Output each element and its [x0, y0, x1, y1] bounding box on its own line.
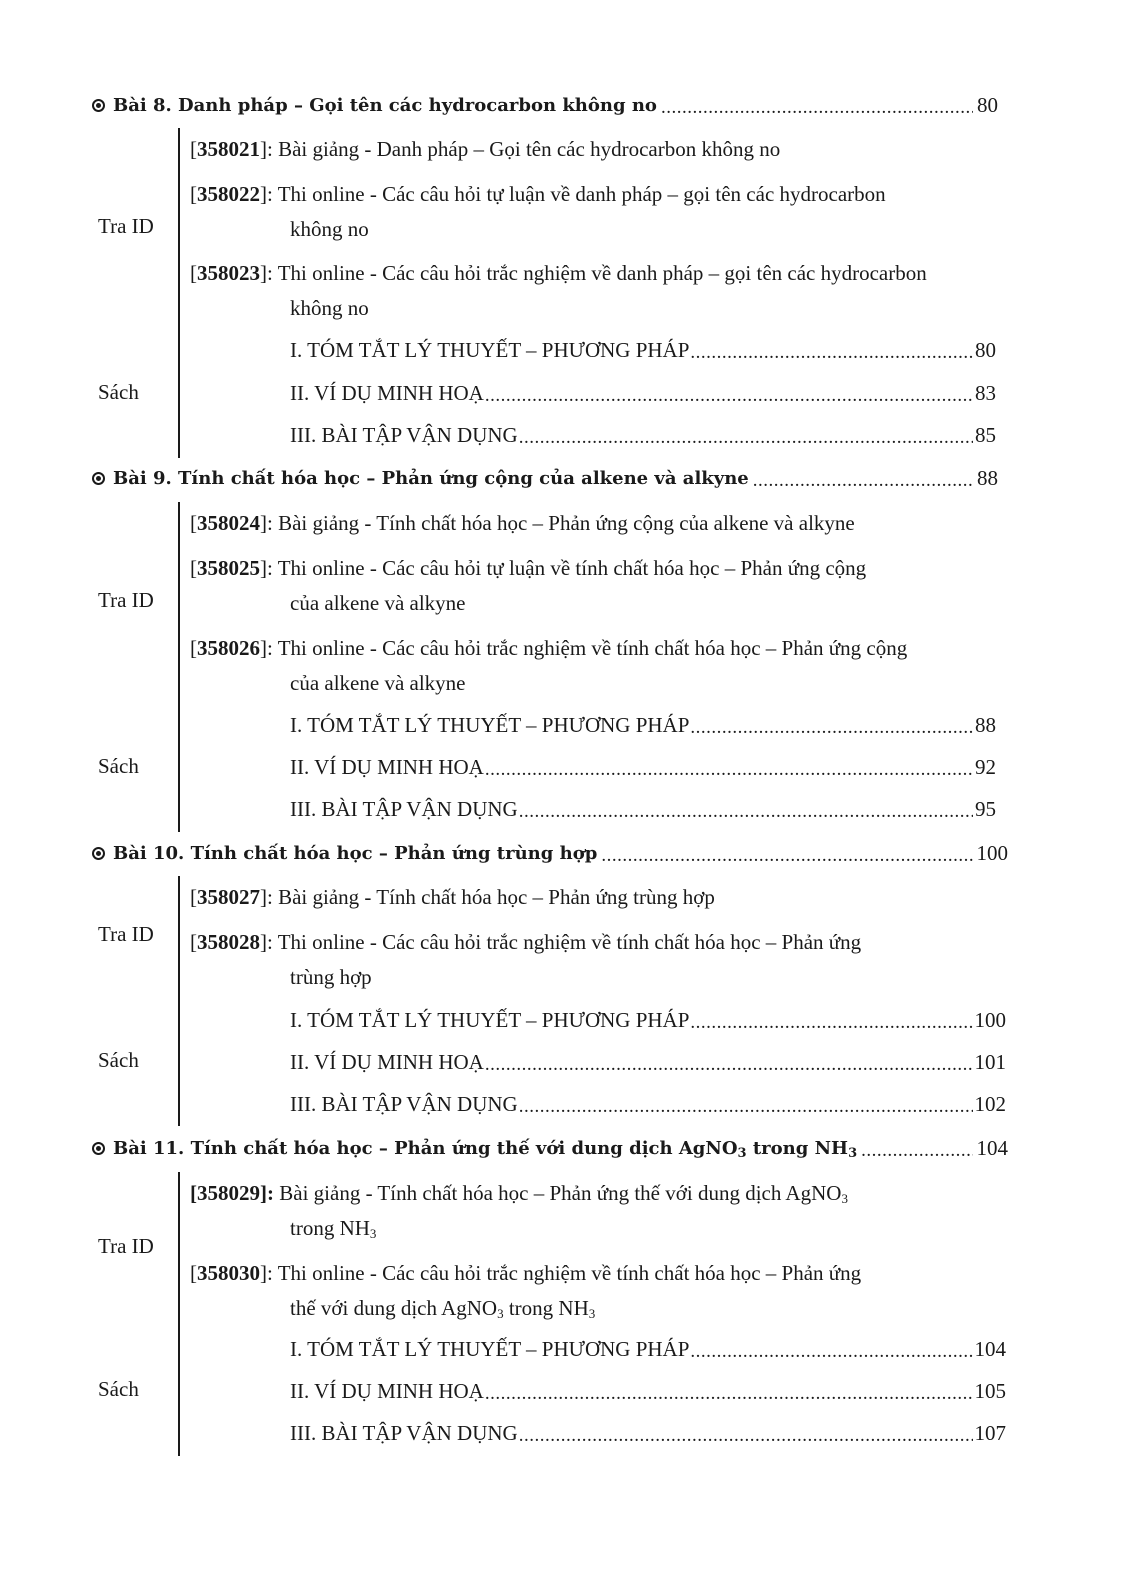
id-number: 358023 [197, 261, 260, 285]
toc-label: II. VÍ DỤ MINH HOẠ [290, 380, 484, 405]
toc-page-number: 101 [974, 1049, 1006, 1074]
circled-dot-icon [92, 847, 105, 860]
lesson-heading [92, 1133, 1008, 1163]
toc-label: II. VÍ DỤ MINH HOẠ [290, 1378, 484, 1403]
toc-page-number: 80 [975, 337, 996, 362]
id-description: : Thi online - Các câu hỏi tự luận về danh pháp – gọi tên các hydrocarbon [267, 182, 886, 206]
tra-id-label: Tra ID [98, 214, 154, 238]
group-divider-line [178, 128, 180, 458]
id-description: : Bài giảng - Tính chất hóa học – Phản ứng trùng hợp [267, 885, 715, 909]
id-entry: [358025]: Thi online - Các câu hỏi tự luận về tính chất hóa học – Phản ứng cộng của alkene và alkyne [190, 551, 990, 621]
id-description: : Thi online - Các câu hỏi trắc nghiệm về danh pháp – gọi tên các hydrocarbon [267, 261, 927, 285]
toc-label: I. TÓM TẮT LÝ THUYẾT – PHƯƠNG PHÁP [290, 1007, 690, 1032]
toc-page-number: 100 [974, 1007, 1006, 1032]
id-entry: [358023]: Thi online - Các câu hỏi trắc nghiệm về danh pháp – gọi tên các hydrocarbon không no [190, 256, 990, 326]
toc-label: II. VÍ DỤ MINH HOẠ [290, 754, 484, 779]
toc-label: II. VÍ DỤ MINH HOẠ [290, 1049, 484, 1074]
id-number: 358024 [197, 511, 260, 535]
id-description: : Thi online - Các câu hỏi trắc nghiệm về tính chất hóa học – Phản ứng cộng [267, 636, 908, 660]
toc-row [290, 752, 996, 782]
id-entry: [358028]: Thi online - Các câu hỏi trắc nghiệm về tính chất hóa học – Phản ứng trùng hợp [190, 925, 990, 995]
id-entry: [358022]: Thi online - Các câu hỏi tự luận về danh pháp – gọi tên các hydrocarbon không no [190, 177, 990, 247]
id-entry: [358024]: Bài giảng - Tính chất hóa học – Phản ứng cộng của alkene và alkyne [190, 511, 855, 535]
lesson-page-number: 100 [976, 840, 1008, 865]
id-description: : Bài giảng - Tính chất hóa học – Phản ứng cộng của alkene và alkyne [267, 511, 855, 535]
lesson-page-number: 104 [976, 1135, 1008, 1160]
circled-dot-icon [92, 99, 105, 112]
id-entry: [358029]: Bài giảng - Tính chất hóa học – Phản ứng thế với dung dịch AgNO$_3$ trong $NH_3$ [190, 1176, 990, 1246]
lesson-page-number: 88 [977, 465, 998, 490]
id-entry: [358030]: Thi online - Các câu hỏi trắc nghiệm về tính chất hóa học – Phản ứng thế với dung dịch AgNO$_3$ trong $NH_3$ [190, 1256, 990, 1326]
toc-row [290, 420, 996, 450]
toc-page-number: 107 [974, 1420, 1006, 1445]
lesson-title: Bài 11. Tính chất hóa học – Phản ứng thế với dung dịch AgNO$_3$ trong $NH_3$ [113, 1137, 858, 1161]
id-number: 358026 [197, 636, 260, 660]
id-entry: [358021]: Bài giảng - Danh pháp – Gọi tên các hydrocarbon không no [190, 137, 781, 161]
toc-label: III. BÀI TẬP VẬN DỤNG [290, 422, 518, 447]
sach-label: Sách [98, 754, 139, 778]
group-divider-line [178, 502, 180, 832]
id-description-cont: thế với dung dịch AgNO$_3$ trong $NH_3$ [290, 1296, 596, 1321]
toc-label: III. BÀI TẬP VẬN DỤNG [290, 1091, 518, 1116]
lesson-heading [92, 90, 998, 120]
tra-id-label: Tra ID [98, 588, 154, 612]
toc-page-number: 95 [975, 796, 996, 821]
id-description: Bài giảng - Tính chất hóa học – Phản ứng thế với dung dịch AgNO$_3$ [274, 1181, 848, 1206]
id-entry: [358027]: Bài giảng - Tính chất hóa học – Phản ứng trùng hợp [190, 885, 715, 909]
sach-label: Sách [98, 380, 139, 404]
toc-row [290, 1089, 1006, 1119]
lesson-page-number: 80 [977, 92, 998, 117]
lesson-heading [92, 838, 1008, 868]
dot-leader [690, 718, 973, 737]
id-number: 358021 [197, 137, 260, 161]
id-description: : Thi online - Các câu hỏi trắc nghiệm về tính chất hóa học – Phản ứng [267, 930, 862, 954]
toc-page-number: 85 [975, 422, 996, 447]
id-entry: [358026]: Thi online - Các câu hỏi trắc nghiệm về tính chất hóa học – Phản ứng cộng của alkene và alkyne [190, 631, 990, 701]
toc-page-number: 104 [974, 1336, 1006, 1361]
id-description-cont: không no [290, 217, 369, 241]
dot-leader [519, 1097, 973, 1116]
id-description-cont: của alkene và alkyne [290, 671, 466, 695]
toc-page-number: 105 [974, 1378, 1006, 1403]
dot-leader [690, 343, 973, 362]
toc-label: III. BÀI TẬP VẬN DỤNG [290, 796, 518, 821]
toc-row [290, 1418, 1006, 1448]
id-number: 358025 [197, 556, 260, 580]
group-divider-line [178, 1172, 180, 1456]
sach-label: Sách [98, 1377, 139, 1401]
id-description: : Thi online - Các câu hỏi trắc nghiệm về tính chất hóa học – Phản ứng [267, 1261, 862, 1285]
dot-leader [519, 428, 973, 447]
circled-dot-icon [92, 1142, 105, 1155]
id-description-cont: của alkene và alkyne [290, 591, 466, 615]
id-number: 358027 [197, 885, 260, 909]
tra-id-label: Tra ID [98, 922, 154, 946]
dot-leader [485, 386, 973, 405]
id-number: 358022 [197, 182, 260, 206]
tra-id-label: Tra ID [98, 1234, 154, 1258]
id-description-cont: trong $NH_3$ [290, 1216, 377, 1241]
dot-leader [485, 1384, 973, 1403]
toc-label: III. BÀI TẬP VẬN DỤNG [290, 1420, 518, 1445]
toc-row [290, 1376, 1006, 1406]
dot-leader [690, 1342, 972, 1361]
id-number: 358029 [197, 1181, 260, 1205]
toc-page-number: 88 [975, 712, 996, 737]
id-description-cont: trùng hợp [290, 965, 372, 989]
id-number: 358028 [197, 930, 260, 954]
lesson-title: Bài 10. Tính chất hóa học – Phản ứng trùng hợp [113, 842, 598, 864]
dot-leader [690, 1013, 972, 1032]
sach-label: Sách [98, 1048, 139, 1072]
toc-row [290, 710, 996, 740]
group-divider-line [178, 876, 180, 1126]
dot-leader [861, 1141, 972, 1160]
dot-leader [485, 1055, 973, 1074]
dot-leader [753, 471, 973, 490]
id-description: : Thi online - Các câu hỏi tự luận về tính chất hóa học – Phản ứng cộng [267, 556, 867, 580]
toc-row [290, 794, 996, 824]
id-description-cont: không no [290, 296, 369, 320]
lesson-title: Bài 8. Danh pháp – Gọi tên các hydrocarbon không no [113, 94, 657, 116]
id-description: : Bài giảng - Danh pháp – Gọi tên các hydrocarbon không no [267, 137, 781, 161]
dot-leader [661, 98, 973, 117]
toc-row [290, 1334, 1006, 1364]
lesson-title: Bài 9. Tính chất hóa học – Phản ứng cộng của alkene và alkyne [113, 467, 749, 489]
toc-row [290, 1047, 1006, 1077]
toc-label: I. TÓM TẮT LÝ THUYẾT – PHƯƠNG PHÁP [290, 337, 690, 362]
toc-page-number: 83 [975, 380, 996, 405]
dot-leader [601, 846, 972, 865]
circled-dot-icon [92, 472, 105, 485]
toc-row [290, 1005, 1006, 1035]
dot-leader [485, 760, 973, 779]
toc-page-number: 102 [974, 1091, 1006, 1116]
lesson-heading [92, 463, 998, 493]
toc-page-number: 92 [975, 754, 996, 779]
toc-row [290, 378, 996, 408]
toc-row [290, 335, 996, 365]
toc-label: I. TÓM TẮT LÝ THUYẾT – PHƯƠNG PHÁP [290, 1336, 690, 1361]
dot-leader [519, 802, 973, 821]
toc-label: I. TÓM TẮT LÝ THUYẾT – PHƯƠNG PHÁP [290, 712, 690, 737]
dot-leader [519, 1426, 973, 1445]
id-number: 358030 [197, 1261, 260, 1285]
